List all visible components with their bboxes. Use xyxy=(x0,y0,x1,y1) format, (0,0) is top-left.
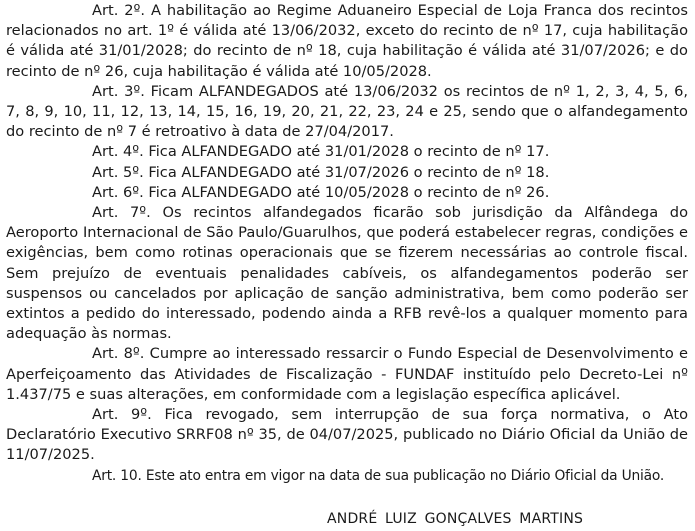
article-6: Art. 6º. Fica ALFANDEGADO até 10/05/2028 o recinto de nº 26. xyxy=(92,183,550,201)
article-3: Art. 3º. Ficam ALFANDEGADOS até 13/06/2032 os recintos de nº 1, 2, 3, 4, 5, 6, 7, 8, 9, 10, 11, 12, 13, 14, 15, 16, 19, 20, 21, 22, 23, 24 e 25, sendo que o alfandegamento do recinto de nº 7 é retroativo à data de 27/04/2017. xyxy=(6,82,688,141)
signatory-name: ANDRÉ LUIZ GONÇALVES MARTINS xyxy=(327,511,584,527)
article-5: Art. 5º. Fica ALFANDEGADO até 31/07/2026 o recinto de nº 18. xyxy=(92,163,550,181)
document-body xyxy=(6,1,688,486)
article-8: Art. 8º. Cumpre ao interessado ressarcir o Fundo Especial de Desenvolvimento e Aperfeiçoamento das Atividades de Fiscalização - FUNDAF instituído pelo Decreto-Lei nº 1.437/75 e suas alterações, em conformidade com a legislação específica aplicável. xyxy=(6,345,688,403)
article-2: Art. 2º. A habilitação ao Regime Aduaneiro Especial de Loja Franca dos recintos relacionados no art. 1º é válida até 13/06/2032, exceto do recinto de nº 17, cuja habilitação é válida até 31/01/2028; do recinto de nº 18, cuja habilitação é válida até 31/07/2026; e do recinto de nº 26, cuja habilitação é válida até 10/05/2028. xyxy=(6,2,688,80)
article-10: Art. 10. Este ato entra em vigor na data de sua publicação no Diário Oficial da União. xyxy=(92,467,665,484)
article-9: Art. 9º. Fica revogado, sem interrupção de sua força normativa, o Ato Declaratório Executivo SRRF08 nº 35, de 04/07/2025, publicado no Diário Oficial da União de 11/07/2025. xyxy=(6,406,688,464)
article-7: Art. 7º. Os recintos alfandegados ficarão sob jurisdição da Alfândega do Aeroporto Internacional de São Paulo/Guarulhos, que poderá estabelecer regras, condições e exigências, bem como rotinas operacionais que se fizerem necessárias ao controle fiscal. Sem prejuízo de eventuais penalidades cabíveis, os alfandegamentos poderão ser suspensos ou cancelados por aplicação de sanção administrativa, bem como poderão ser extintos a pedido do interessado, podendo ainda a RFB revê-los a qualquer momento para adequação às normas. xyxy=(6,204,688,343)
article-4: Art. 4º. Fica ALFANDEGADO até 31/01/2028 o recinto de nº 17. xyxy=(92,143,550,161)
